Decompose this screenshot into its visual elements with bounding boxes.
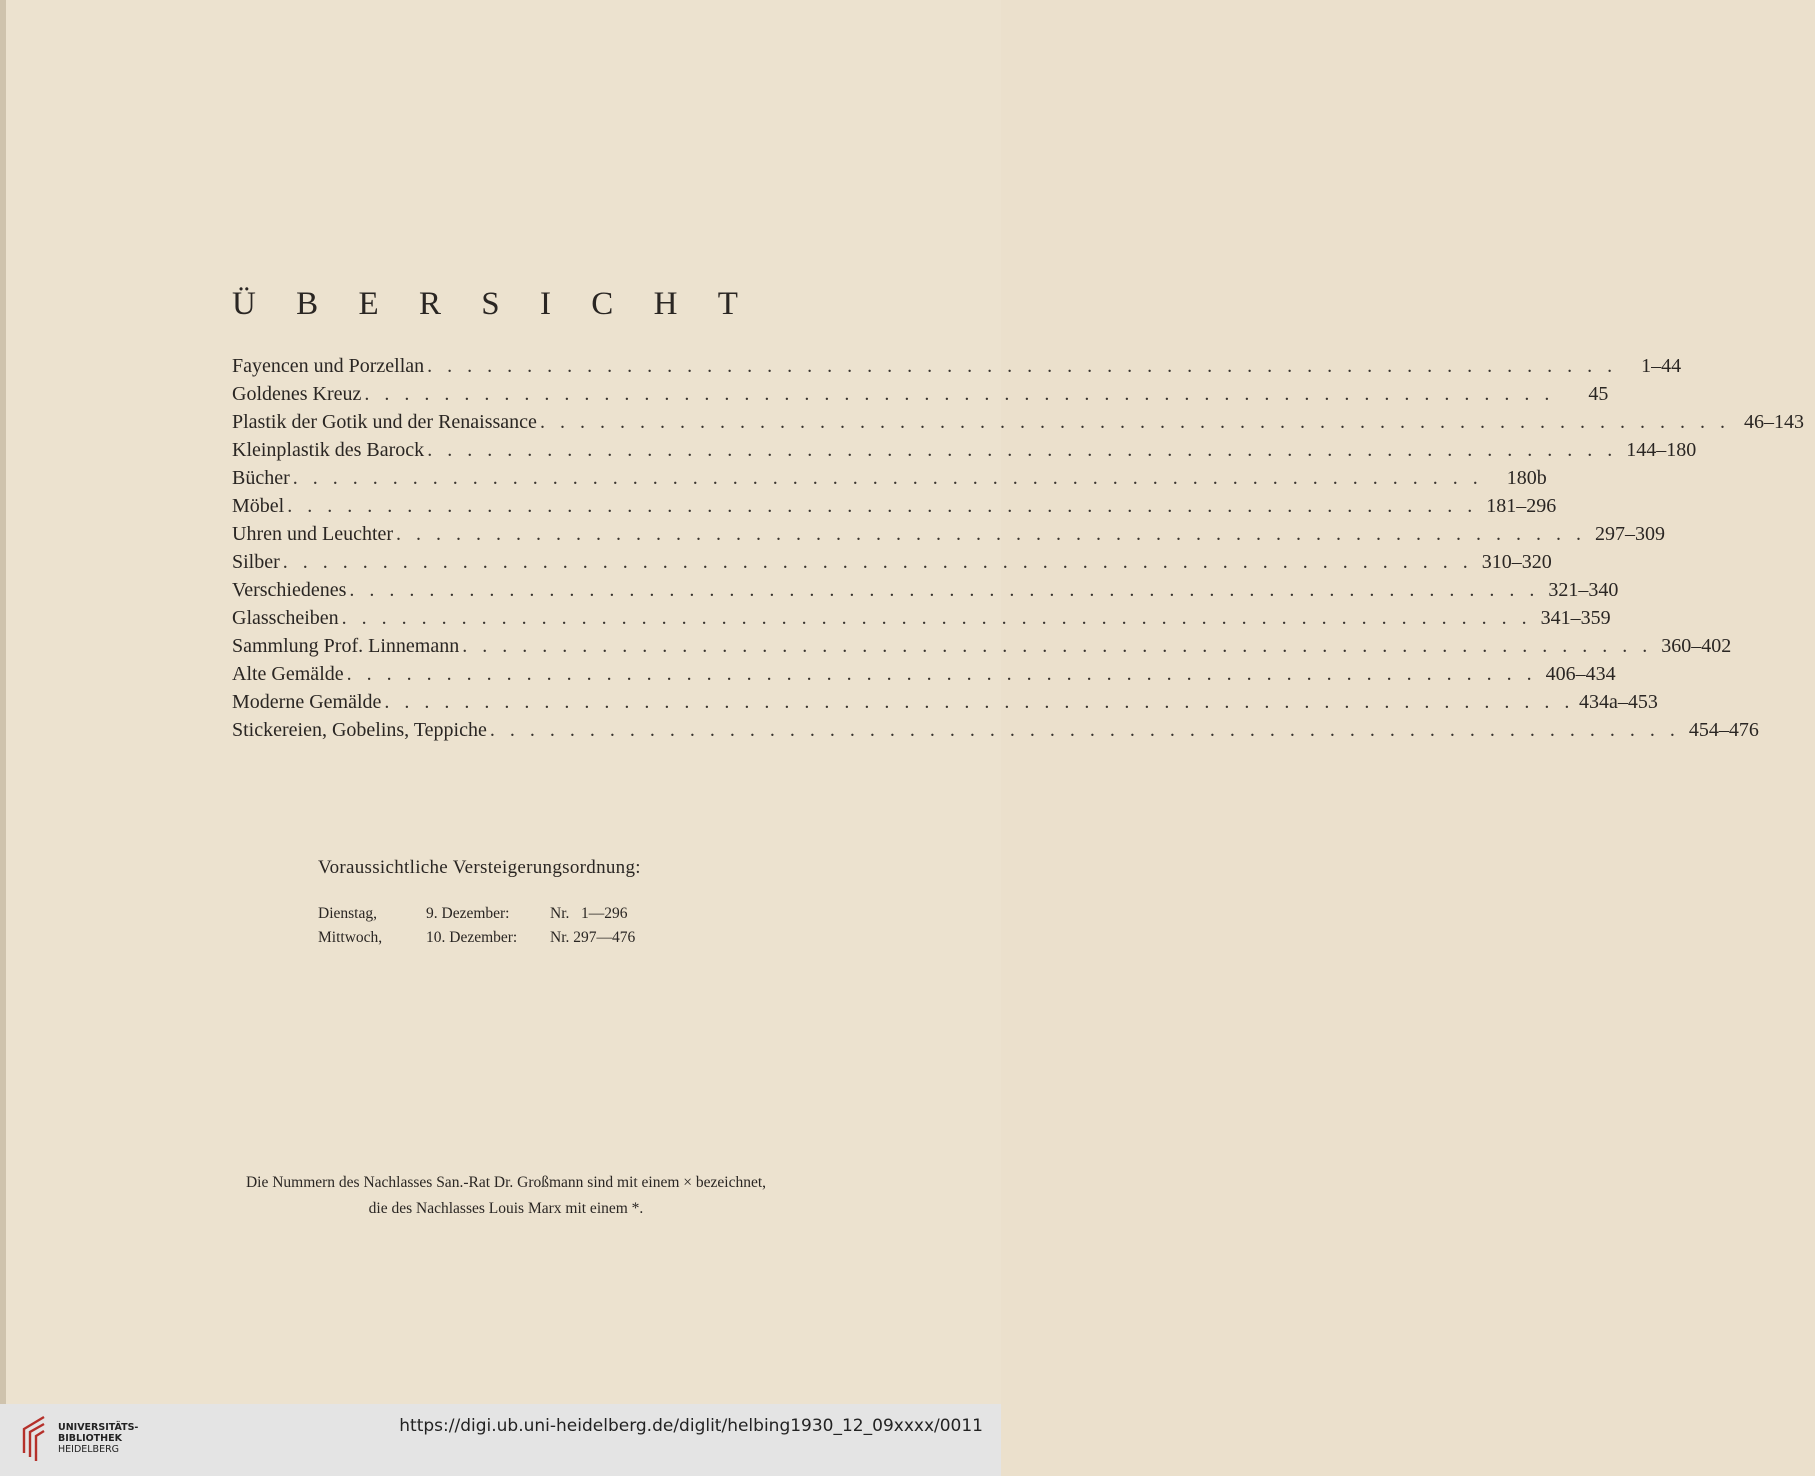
toc-row	[232, 688, 1658, 716]
toc-row	[232, 464, 1547, 492]
toc-range: 341–359	[1540, 607, 1611, 629]
toc-label: Verschiedenes	[232, 579, 347, 601]
footnote-line-2: die des Nachlasses Louis Marx mit einem *.	[368, 1200, 644, 1217]
footnote	[146, 1170, 866, 1222]
toc-leader-dots: . . . . . . . . . . . . . . . . . . . . . . . . . . . . . . . . . . . . . . . . . . . . . . . . . . . . . . . . . . . .	[539, 411, 1730, 433]
toc-leader-dots: . . . . . . . . . . . . . . . . . . . . . . . . . . . . . . . . . . . . . . . . . . . . . . . . . . . . . . . . . . . .	[346, 663, 1537, 685]
title-letter: T	[717, 286, 738, 322]
toc-row	[232, 408, 1804, 436]
toc-label: Uhren und Leuchter	[232, 523, 394, 545]
toc-label: Stickereien, Gobelins, Teppiche	[232, 719, 487, 741]
toc-range: 180b	[1506, 467, 1547, 489]
logo-line-2: BIBLIOTHEK	[58, 1433, 122, 1444]
schedule-day: Mittwoch,	[318, 929, 383, 946]
toc-leader-dots: . . . . . . . . . . . . . . . . . . . . . . . . . . . . . . . . . . . . . . . . . . . . . . . . . . . . . . . . . . . .	[427, 439, 1618, 461]
toc-leader-dots: . . . . . . . . . . . . . . . . . . . . . . . . . . . . . . . . . . . . . . . . . . . . . . . . . . . . . . . . . . . .	[364, 383, 1555, 405]
title-letter: R	[418, 286, 441, 322]
schedule-row	[318, 902, 663, 926]
toc-leader-dots: . . . . . . . . . . . . . . . . . . . . . . . . . . . . . . . . . . . . . . . . . . . . . . . . . . . . . . . . . . . .	[287, 495, 1478, 517]
toc-label: Kleinplastik des Barock	[232, 439, 425, 461]
toc-label: Plastik der Gotik und der Renaissance	[232, 411, 537, 433]
toc-range: 144–180	[1626, 439, 1697, 461]
toc-row	[232, 380, 1609, 408]
toc-leader-dots: . . . . . . . . . . . . . . . . . . . . . . . . . . . . . . . . . . . . . . . . . . . . . . . . . . . . . . . . . . . .	[462, 635, 1653, 657]
title-letter: C	[591, 286, 614, 322]
title-letter: H	[653, 286, 678, 322]
toc-label: Moderne Gemälde	[232, 691, 382, 713]
toc-range: 406–434	[1545, 663, 1616, 685]
logo-line-3: HEIDELBERG	[58, 1444, 120, 1455]
toc-leader-dots: . . . . . . . . . . . . . . . . . . . . . . . . . . . . . . . . . . . . . . . . . . . . . . . . . . . . . . . . . . . .	[282, 551, 1473, 573]
toc-row	[232, 520, 1666, 548]
schedule-date: 10. Dezember:	[426, 929, 518, 946]
toc-row	[232, 352, 1682, 380]
toc-range: 454–476	[1688, 719, 1759, 741]
toc-label: Glasscheiben	[232, 607, 339, 629]
toc-range: 1–44	[1641, 355, 1682, 377]
toc-range: 46–143	[1743, 411, 1804, 433]
toc-row	[232, 436, 1697, 464]
logo-line-1: UNIVERSITÄTS-	[58, 1422, 139, 1433]
auction-order-heading: Voraussichtliche Versteigerungsordnung:	[318, 857, 641, 878]
schedule-numbers: Nr. 1—296	[550, 905, 628, 922]
schedule-day: Dienstag,	[318, 905, 377, 922]
table-of-contents	[232, 352, 1804, 744]
toc-range: 360–402	[1661, 635, 1732, 657]
toc-leader-dots: . . . . . . . . . . . . . . . . . . . . . . . . . . . . . . . . . . . . . . . . . . . . . . . . . . . . . . . . . . . .	[489, 719, 1680, 741]
toc-leader-dots: . . . . . . . . . . . . . . . . . . . . . . . . . . . . . . . . . . . . . . . . . . . . . . . . . . . . . . . . . . . .	[427, 355, 1618, 377]
toc-range: 310–320	[1481, 551, 1552, 573]
toc-range: 434a–453	[1578, 691, 1658, 713]
toc-row	[232, 660, 1616, 688]
toc-row	[232, 604, 1611, 632]
title-letter: E	[358, 286, 379, 322]
library-logo-icon	[14, 1413, 50, 1463]
schedule-numbers: Nr. 297—476	[550, 929, 636, 946]
toc-label: Fayencen und Porzellan	[232, 355, 425, 377]
toc-row	[232, 548, 1552, 576]
page-title	[232, 286, 738, 323]
title-letter: I	[539, 286, 551, 322]
toc-range: 297–309	[1595, 523, 1666, 545]
title-letter: S	[481, 286, 500, 322]
toc-label: Möbel	[232, 495, 285, 517]
footnote-line-1: Die Nummern des Nachlasses San.-Rat Dr. Großmann sind mit einem × bezeichnet,	[245, 1174, 767, 1191]
toc-row	[232, 492, 1557, 520]
toc-label: Silber	[232, 551, 280, 573]
toc-label: Goldenes Kreuz	[232, 383, 362, 405]
toc-range: 181–296	[1486, 495, 1557, 517]
toc-leader-dots: . . . . . . . . . . . . . . . . . . . . . . . . . . . . . . . . . . . . . . . . . . . . . . . . . . . . . . . . . . . .	[396, 523, 1587, 545]
toc-label: Alte Gemälde	[232, 663, 344, 685]
toc-leader-dots: . . . . . . . . . . . . . . . . . . . . . . . . . . . . . . . . . . . . . . . . . . . . . . . . . . . . . . . . . . . .	[384, 691, 1575, 713]
toc-range: 321–340	[1548, 579, 1619, 601]
schedule-row	[318, 926, 663, 950]
toc-range: 45	[1588, 383, 1609, 405]
auction-schedule	[318, 902, 663, 950]
toc-row	[232, 632, 1732, 660]
page-url[interactable]: https://digi.ub.uni-heidelberg.de/diglit/helbing1930_12_09xxxx/0011	[399, 1416, 983, 1436]
toc-row	[232, 576, 1619, 604]
library-logo-text	[58, 1422, 138, 1455]
toc-leader-dots: . . . . . . . . . . . . . . . . . . . . . . . . . . . . . . . . . . . . . . . . . . . . . . . . . . . . . . . . . . . .	[341, 607, 1532, 629]
title-letter: Ü	[232, 286, 256, 322]
title-letter: B	[296, 286, 319, 322]
toc-label: Sammlung Prof. Linnemann	[232, 635, 460, 657]
toc-row	[232, 716, 1759, 744]
toc-label: Bücher	[232, 467, 290, 489]
toc-leader-dots: . . . . . . . . . . . . . . . . . . . . . . . . . . . . . . . . . . . . . . . . . . . . . . . . . . . . . . . . . . . .	[292, 467, 1483, 489]
viewer-footer-bar	[0, 1404, 1001, 1476]
schedule-date: 9. Dezember:	[426, 905, 510, 922]
toc-leader-dots: . . . . . . . . . . . . . . . . . . . . . . . . . . . . . . . . . . . . . . . . . . . . . . . . . . . . . . . . . . . .	[349, 579, 1540, 601]
